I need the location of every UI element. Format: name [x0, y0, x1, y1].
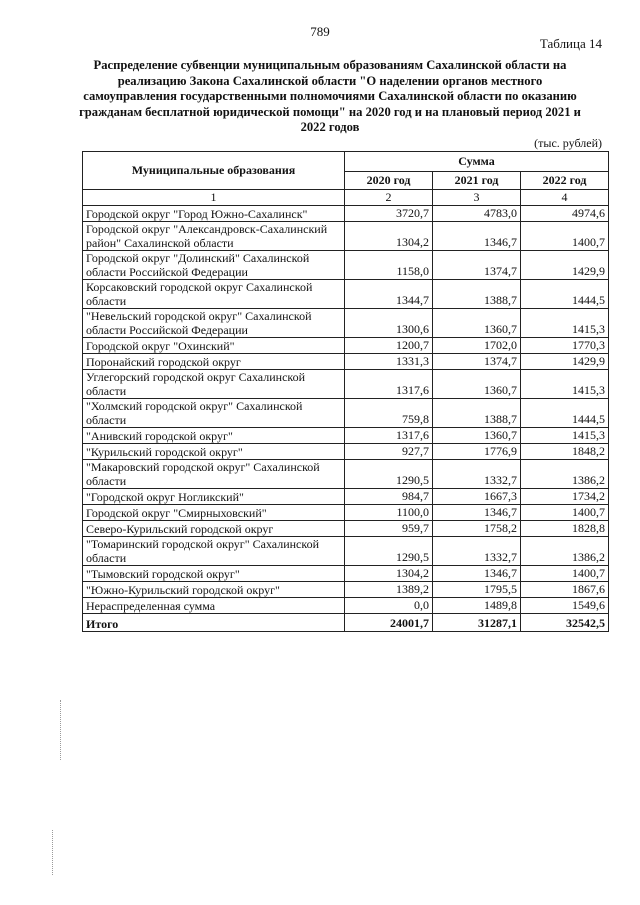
value-2022: 1386,2	[521, 537, 609, 566]
table-row	[83, 428, 609, 444]
table-row	[83, 309, 609, 338]
value-2021: 1758,2	[433, 521, 521, 537]
value-2022: 1415,3	[521, 370, 609, 399]
value-2020: 984,7	[345, 489, 433, 505]
municipality-name: "Макаровский городской округ" Сахалинской области	[83, 460, 345, 489]
table-row	[83, 370, 609, 399]
value-2022: 1386,2	[521, 460, 609, 489]
table-row	[83, 354, 609, 370]
municipality-name: "Невельский городской округ" Сахалинской области Российской Федерации	[83, 309, 345, 338]
municipality-name: Углегорский городской округ Сахалинской области	[83, 370, 345, 399]
municipality-name: "Южно-Курильский городской округ"	[83, 582, 345, 598]
table-row	[83, 399, 609, 428]
value-2022: 1400,7	[521, 222, 609, 251]
value-2022: 1415,3	[521, 428, 609, 444]
value-2022: 1734,2	[521, 489, 609, 505]
value-2020: 3720,7	[345, 206, 433, 222]
index-cell: 1	[83, 190, 345, 206]
value-2021: 1332,7	[433, 460, 521, 489]
municipality-name: "Анивский городской округ"	[83, 428, 345, 444]
value-2021: 1374,7	[433, 354, 521, 370]
value-2022: 1770,3	[521, 338, 609, 354]
municipality-name: Нераспределенная сумма	[83, 598, 345, 614]
table-row	[83, 206, 609, 222]
value-2022: 1867,6	[521, 582, 609, 598]
value-2022: 4974,6	[521, 206, 609, 222]
table-row	[83, 222, 609, 251]
value-2021: 1332,7	[433, 537, 521, 566]
value-2021: 1374,7	[433, 251, 521, 280]
total-2022: 32542,5	[521, 614, 609, 632]
municipality-name: Поронайский городской округ	[83, 354, 345, 370]
value-2020: 1100,0	[345, 505, 433, 521]
value-2021: 1667,3	[433, 489, 521, 505]
header-year-2022: 2022 год	[521, 172, 609, 190]
value-2021: 1346,7	[433, 505, 521, 521]
total-row	[83, 614, 609, 632]
value-2020: 1344,7	[345, 280, 433, 309]
value-2020: 959,7	[345, 521, 433, 537]
table-row	[83, 444, 609, 460]
municipality-name: Городской округ "Охинский"	[83, 338, 345, 354]
total-2021: 31287,1	[433, 614, 521, 632]
value-2021: 1702,0	[433, 338, 521, 354]
table-row	[83, 251, 609, 280]
municipality-name: "Томаринский городской округ" Сахалинской области	[83, 537, 345, 566]
table-row	[83, 338, 609, 354]
index-cell: 3	[433, 190, 521, 206]
total-2020: 24001,7	[345, 614, 433, 632]
header-year-2020: 2020 год	[345, 172, 433, 190]
value-2021: 1388,7	[433, 399, 521, 428]
table-row	[83, 521, 609, 537]
value-2020: 1300,6	[345, 309, 433, 338]
index-cell: 4	[521, 190, 609, 206]
table-row	[83, 280, 609, 309]
header-sum: Сумма	[345, 152, 609, 172]
table-row	[83, 489, 609, 505]
scan-artifact	[52, 830, 53, 875]
value-2021: 1360,7	[433, 428, 521, 444]
value-2022: 1444,5	[521, 280, 609, 309]
subvention-table	[82, 151, 609, 632]
value-2022: 1444,5	[521, 399, 609, 428]
index-cell: 2	[345, 190, 433, 206]
value-2020: 1290,5	[345, 460, 433, 489]
value-2022: 1400,7	[521, 505, 609, 521]
value-2020: 0,0	[345, 598, 433, 614]
value-2020: 1317,6	[345, 370, 433, 399]
value-2021: 1346,7	[433, 566, 521, 582]
value-2020: 1317,6	[345, 428, 433, 444]
value-2020: 927,7	[345, 444, 433, 460]
value-2022: 1400,7	[521, 566, 609, 582]
value-2021: 1360,7	[433, 370, 521, 399]
header-municipalities: Муниципальные образования	[83, 152, 345, 190]
municipality-name: "Тымовский городской округ"	[83, 566, 345, 582]
value-2022: 1549,6	[521, 598, 609, 614]
value-2021: 1346,7	[433, 222, 521, 251]
municipality-name: "Курильский городской округ"	[83, 444, 345, 460]
value-2021: 1776,9	[433, 444, 521, 460]
value-2021: 1795,5	[433, 582, 521, 598]
value-2021: 4783,0	[433, 206, 521, 222]
municipality-name: "Городской округ Ногликский"	[83, 489, 345, 505]
value-2022: 1848,2	[521, 444, 609, 460]
value-2020: 1304,2	[345, 222, 433, 251]
value-2022: 1828,8	[521, 521, 609, 537]
value-2020: 1200,7	[345, 338, 433, 354]
value-2021: 1388,7	[433, 280, 521, 309]
municipality-name: Городской округ "Город Южно-Сахалинск"	[83, 206, 345, 222]
page-number: 789	[310, 24, 330, 39]
value-2020: 759,8	[345, 399, 433, 428]
municipality-name: Корсаковский городской округ Сахалинской области	[83, 280, 345, 309]
table-row	[83, 460, 609, 489]
value-2020: 1331,3	[345, 354, 433, 370]
municipality-name: Городской округ "Смирныховский"	[83, 505, 345, 521]
value-2022: 1429,9	[521, 251, 609, 280]
value-2020: 1389,2	[345, 582, 433, 598]
value-2021: 1360,7	[433, 309, 521, 338]
value-2020: 1158,0	[345, 251, 433, 280]
units-label: (тыс. рублей)	[534, 136, 602, 150]
value-2022: 1429,9	[521, 354, 609, 370]
scan-artifact	[60, 700, 61, 760]
value-2020: 1304,2	[345, 566, 433, 582]
table-row	[83, 505, 609, 521]
value-2021: 1489,8	[433, 598, 521, 614]
table-row	[83, 566, 609, 582]
table-label: Таблица 14	[539, 36, 602, 51]
document-title: Распределение субвенции муниципальным образованиям Сахалинской области на реализацию Закона Сахалинской области "О наделении органов местного самоуправления государственными полномочиями Сахалинской области по оказанию гражданам бесплатной юридической помощи" на 2020 год и на плановый период 2021 и 2022 годов	[79, 58, 581, 134]
municipality-name: Северо-Курильский городской округ	[83, 521, 345, 537]
municipality-name: "Холмский городской округ" Сахалинской области	[83, 399, 345, 428]
value-2020: 1290,5	[345, 537, 433, 566]
municipality-name: Городской округ "Долинский" Сахалинской области Российской Федерации	[83, 251, 345, 280]
table-body	[83, 206, 609, 614]
municipality-name: Городской округ "Александровск-Сахалинский район" Сахалинской области	[83, 222, 345, 251]
table-row	[83, 582, 609, 598]
table-row	[83, 598, 609, 614]
header-year-2021: 2021 год	[433, 172, 521, 190]
total-label: Итого	[83, 614, 345, 632]
value-2022: 1415,3	[521, 309, 609, 338]
table-row	[83, 537, 609, 566]
